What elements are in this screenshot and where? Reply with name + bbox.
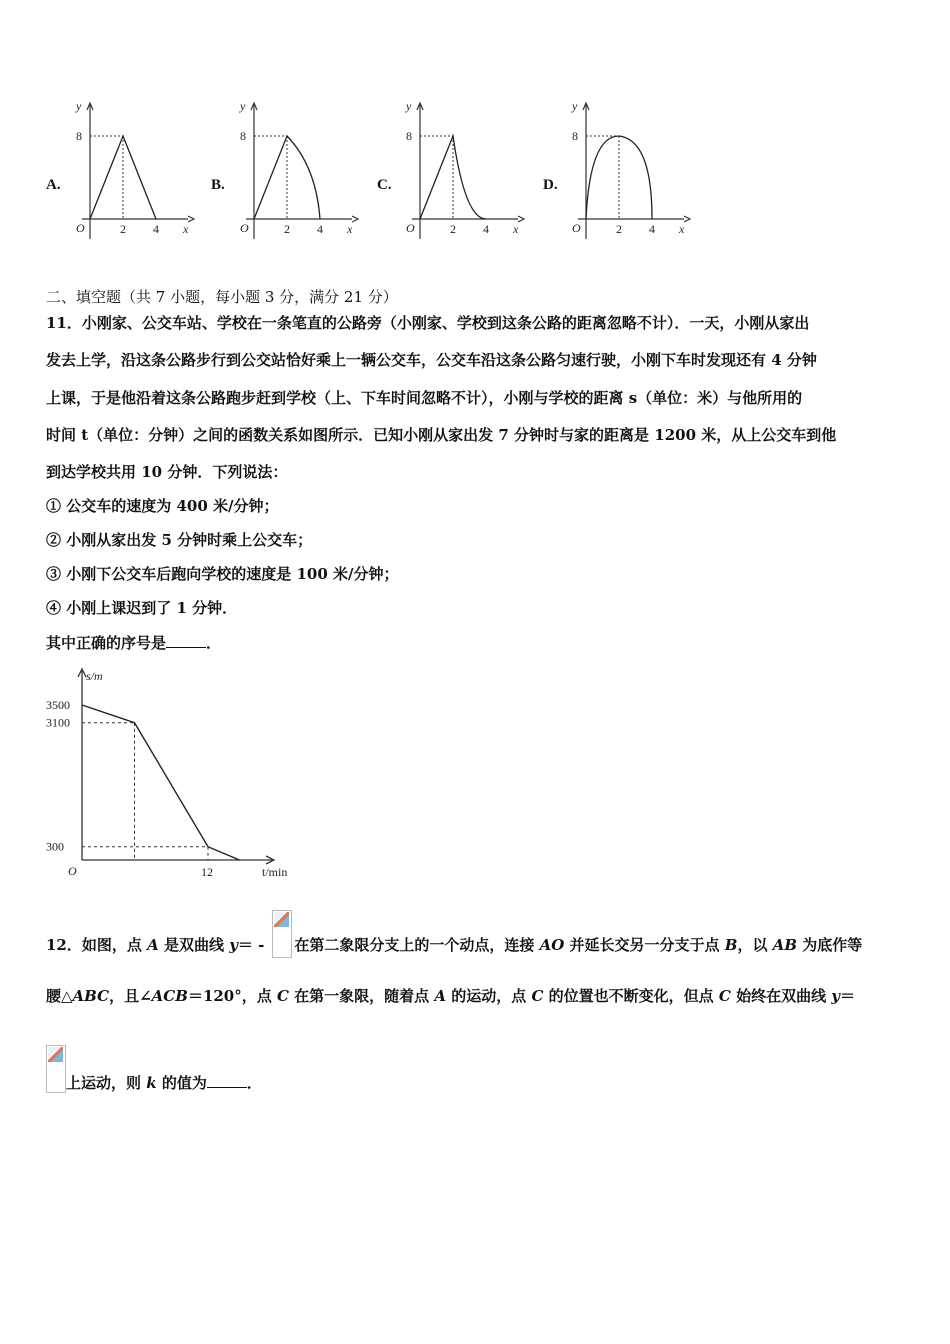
y-tick-label: 300 [46, 839, 64, 854]
q12-var-k: k [146, 1074, 157, 1092]
y-tick-label: 8 [240, 129, 246, 143]
q11-answer-end: ． [206, 634, 222, 652]
q11-answer-line [46, 632, 221, 653]
q11-answer-prompt: 其中正确的序号是 [46, 634, 167, 652]
q12-line-1 [46, 922, 862, 970]
q11-statement-4: ④ 小刚上课迟到了 1 分钟． [46, 599, 238, 617]
option-graphs-svg [0, 0, 950, 260]
q12-var-acb: ACB [151, 987, 188, 1005]
q11-line-5: 到达学校共用 10 分钟．下列说法： [46, 463, 288, 481]
x-axis-label: x [183, 222, 189, 236]
origin-label: O [406, 221, 415, 235]
q12-text-4: 并延长交另一分支于点 [564, 936, 725, 954]
series-line [82, 705, 240, 860]
origin-label: O [76, 221, 85, 235]
q12-l3-b: 的值为 [156, 1074, 207, 1092]
x-axis-arrow [518, 216, 524, 222]
q12-text-1: 12．如图，点 [46, 936, 148, 954]
y-axis-label: y [76, 99, 82, 113]
q11-statement-3: ③ 小刚下公交车后跑向学校的速度是 100 米/分钟； [46, 565, 399, 583]
distance-time-chart [40, 665, 310, 885]
q12-var-ao: AO [539, 936, 565, 954]
q12-var-c1: C [276, 987, 289, 1005]
fraction-image-placeholder-icon [272, 910, 292, 958]
x-axis-label: x [513, 222, 519, 236]
x-tick-label: 4 [483, 222, 489, 236]
q12-l3-a: 上运动，则 [66, 1074, 147, 1092]
q12-var-y: y [229, 936, 238, 954]
q12-l2-c: ＝120°，点 [187, 987, 277, 1005]
q12-l2-f: 的位置也不断变化，但点 [543, 987, 719, 1005]
q12-l2-b: ，且∠ [109, 987, 152, 1005]
x-tick-label: 4 [317, 222, 323, 236]
x-tick-label: 4 [153, 222, 159, 236]
q12-answer-blank[interactable] [207, 1073, 247, 1088]
y-axis-label: y [572, 99, 578, 113]
q12-var-b: B [724, 936, 738, 954]
q11-line-4: 时间 t（单位：分钟）之间的函数关系如图所示．已知小刚从家出发 7 分钟时与家的距离是 1200 米，从上公交车到他 [46, 426, 837, 444]
option-d-label: D. [543, 177, 558, 193]
option-graph-3 [405, 99, 524, 239]
q11-line-1: 11．小刚家、公交车站、学校在一条笔直的公路旁（小刚家、学校到这条公路的距离忽略不计）．一天，小刚从家出 [46, 314, 810, 332]
fraction-image-placeholder-icon-2 [46, 1045, 66, 1093]
x-axis-label: x [347, 222, 353, 236]
chart-ylabel: s/m [86, 669, 103, 683]
q12-text-2: 是双曲线 [158, 936, 230, 954]
q12-var-y2: y [831, 987, 841, 1005]
origin-label: O [240, 221, 249, 235]
y-tick-label: 8 [572, 129, 578, 143]
x-axis-arrow [188, 216, 194, 222]
y-axis-label: y [406, 99, 412, 113]
q12-var-abc: ABC [72, 987, 110, 1005]
chart-xlabel: t/min [262, 865, 288, 879]
option-c-label: C. [377, 177, 392, 193]
q12-l2-d: 在第一象限，随着点 [288, 987, 435, 1005]
q12-l2-a: 腰△ [46, 987, 73, 1005]
q11-answer-blank[interactable] [166, 633, 206, 648]
q12-text-3: 在第二象限分支上的一个动点，连接 [294, 936, 540, 954]
option-graph-2 [239, 99, 358, 239]
x-tick-label: 12 [201, 865, 213, 879]
q12-var-c3: C [718, 987, 731, 1005]
q12-var-ab: AB [772, 936, 798, 954]
y-tick-label: 8 [76, 129, 82, 143]
q12-var-a2: A [434, 987, 447, 1005]
x-tick-label: 2 [120, 222, 126, 236]
section-title: 二、填空题（共 7 小题，每小题 3 分，满分 21 分） [46, 288, 398, 306]
q12-l3-end: ． [246, 1074, 262, 1092]
q12-eq2: ＝ [840, 987, 856, 1005]
y-tick-label: 3500 [46, 698, 70, 712]
q12-var-c2: C [531, 987, 544, 1005]
option-b-label: B. [211, 177, 225, 193]
q11-statement-2: ② 小刚从家出发 5 分钟时乘上公交车； [46, 531, 313, 549]
x-axis-arrow [684, 216, 690, 222]
q12-line-3 [66, 1072, 262, 1093]
x-axis-arrow [352, 216, 358, 222]
x-tick-label: 2 [284, 222, 290, 236]
x-tick-label: 2 [616, 222, 622, 236]
q12-text-6: 为底作等 [797, 936, 863, 954]
q12-line-2 [46, 985, 855, 1006]
q11-statement-1: ① 公交车的速度为 400 米/分钟； [46, 497, 279, 515]
y-tick-label: 8 [406, 129, 412, 143]
q12-l2-e: 的运动，点 [446, 987, 532, 1005]
x-axis-label: x [679, 222, 685, 236]
q12-l2-g: 始终在双曲线 [730, 987, 832, 1005]
chart-origin: O [68, 864, 77, 878]
q12-text-5: ，以 [737, 936, 773, 954]
y-tick-label: 3100 [46, 715, 70, 730]
option-graph-1 [75, 99, 194, 239]
q12-var-a: A [147, 936, 159, 954]
q12-eq-neg: ＝ - [237, 936, 265, 954]
x-tick-label: 2 [450, 222, 456, 236]
q11-line-3: 上课，于是他沿着这条公路跑步赶到学校（上、下车时间忽略不计），小刚与学校的距离 s（单位：米）与他所用的 [46, 389, 803, 407]
origin-label: O [572, 221, 581, 235]
x-tick-label: 4 [649, 222, 655, 236]
q12-k-fraction-image [46, 1045, 66, 1093]
option-a-label: A. [46, 177, 61, 193]
option-graph-4 [571, 99, 690, 239]
y-axis-label: y [240, 99, 246, 113]
q11-line-2: 发去上学，沿这条公路步行到公交站恰好乘上一辆公交车，公交车沿这条公路匀速行驶，小刚下车时发现还有 4 分钟 [46, 351, 817, 369]
